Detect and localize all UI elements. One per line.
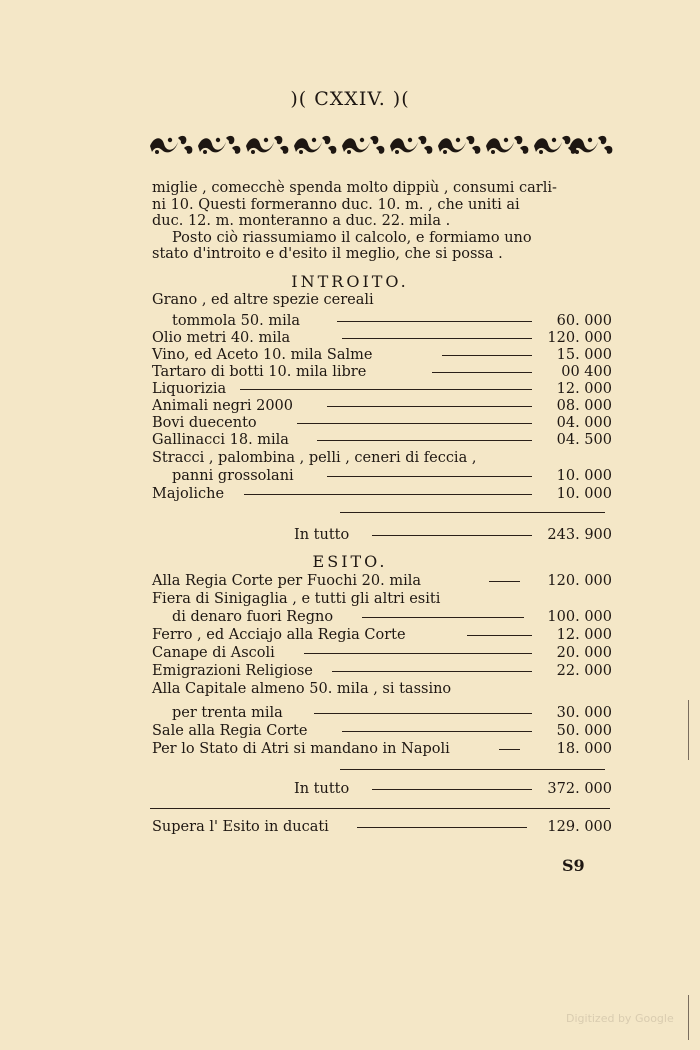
leader-rule — [442, 355, 532, 356]
ledger-entry — [152, 486, 612, 503]
paragraph-line: duc. 12. m. monteranno a duc. 22. mila . — [152, 213, 451, 229]
entry-value: 18. 000 — [556, 741, 612, 757]
leader-rule — [337, 321, 532, 322]
sum-rule — [340, 769, 605, 770]
leader-rule — [372, 535, 532, 536]
entry-value: 60. 000 — [556, 313, 612, 329]
entry-label: Bovi duecento — [152, 415, 257, 431]
entry-value: 00 400 — [561, 364, 612, 380]
leader-rule — [327, 406, 532, 407]
ledger-entry — [152, 347, 612, 364]
entry-label: Liquorizia — [152, 381, 227, 397]
total-value: 243. 900 — [547, 527, 612, 543]
ledger-entry — [152, 663, 612, 680]
fleuron-icon — [148, 132, 613, 158]
ledger-entry — [152, 432, 612, 449]
leader-rule — [317, 440, 532, 441]
leader-rule — [240, 389, 532, 390]
ledger-entry — [152, 364, 612, 381]
leader-rule — [304, 653, 532, 654]
ledger-entry — [152, 398, 612, 415]
leader-rule — [314, 713, 532, 714]
introito-line: Grano , ed altre spezie cereali — [152, 292, 374, 308]
leader-rule — [362, 617, 524, 618]
entry-label: Vino, ed Aceto 10. mila Salme — [152, 347, 373, 363]
paragraph-line: stato d'introito e d'esito il meglio, che si possa . — [152, 246, 503, 262]
entry-label: Majoliche — [152, 486, 225, 502]
ledger-entry — [152, 381, 612, 398]
page-edge — [688, 700, 689, 760]
leader-rule — [327, 476, 532, 477]
leader-rule — [297, 423, 532, 424]
esito-heading: ESITO. — [312, 552, 388, 571]
introito-heading: INTROITO. — [291, 272, 409, 291]
entry-label: Tartaro di botti 10. mila libre — [152, 364, 367, 380]
paragraph-line: ni 10. Questi formeranno duc. 10. m. , che uniti ai — [152, 196, 520, 213]
entry-label: Ferro , ed Acciajo alla Regia Corte — [152, 627, 406, 643]
entry-value: 20. 000 — [556, 645, 612, 661]
esito-line: Fiera di Sinigaglia , e tutti gli altri esiti — [152, 591, 441, 607]
leader-rule — [499, 749, 520, 750]
entry-label: Alla Regia Corte per Fuochi 20. mila — [152, 573, 422, 589]
entry-value: 04. 500 — [556, 432, 612, 448]
ledger-entry — [152, 415, 612, 432]
entry-value: 100. 000 — [547, 609, 612, 625]
watermark: Digitized by Google — [566, 1012, 674, 1025]
entry-value: 04. 000 — [556, 415, 612, 431]
entry-value: 08. 000 — [556, 398, 612, 414]
total-value: 372. 000 — [547, 781, 612, 797]
leader-rule — [432, 372, 532, 373]
ledger-entry — [152, 627, 612, 644]
paragraph-line: Posto ciò riassumiamo il calcolo, e formiamo uno — [172, 229, 532, 246]
catchword: S9 — [562, 856, 585, 875]
leader-rule — [357, 827, 527, 828]
page-edge — [688, 995, 689, 1040]
balance-label: Supera l' Esito in ducati — [152, 819, 329, 835]
separator-rule — [150, 808, 610, 809]
entry-value: 120. 000 — [547, 573, 612, 589]
ledger-entry — [152, 609, 612, 626]
entry-value: 30. 000 — [556, 705, 612, 721]
leader-rule — [342, 731, 532, 732]
entry-value: 10. 000 — [556, 468, 612, 484]
leader-rule — [467, 635, 532, 636]
entry-value: 15. 000 — [556, 347, 612, 363]
entry-label: Emigrazioni Religiose — [152, 663, 313, 679]
entry-value: 22. 000 — [556, 663, 612, 679]
ledger-entry — [152, 313, 612, 330]
ornament-band — [148, 132, 613, 158]
entry-value: 12. 000 — [556, 627, 612, 643]
entry-label: Gallinacci 18. mila — [152, 432, 289, 448]
page-header: )( CXXIV. )( — [290, 88, 410, 110]
entry-label: Per lo Stato di Atri si mandano in Napoli — [152, 741, 450, 757]
balance-value: 129. 000 — [547, 819, 612, 835]
entry-value: 10. 000 — [556, 486, 612, 502]
balance-entry — [152, 819, 612, 836]
ledger-entry — [152, 573, 612, 590]
paragraph-line: miglie , comecchè spenda molto dippiù , consumi carli- — [152, 180, 557, 196]
entry-label: Olio metri 40. mila — [152, 330, 291, 346]
leader-rule — [332, 671, 532, 672]
esito-line: Alla Capitale almeno 50. mila , si tassino — [152, 681, 452, 697]
entry-label: tommola 50. mila — [172, 313, 301, 329]
leader-rule — [489, 581, 520, 582]
entry-value: 50. 000 — [556, 723, 612, 739]
ledger-entry — [152, 330, 612, 347]
ledger-entry — [152, 705, 612, 722]
entry-value: 120. 000 — [547, 330, 612, 346]
entry-label: Sale alla Regia Corte — [152, 723, 308, 739]
ledger-entry — [152, 468, 612, 485]
entry-label: per trenta mila — [172, 705, 283, 721]
entry-label: di denaro fuori Regno — [172, 609, 334, 625]
leader-rule — [244, 494, 532, 495]
entry-label: Canape di Ascoli — [152, 645, 275, 661]
leader-rule — [372, 789, 532, 790]
sum-rule — [340, 512, 605, 513]
total-label: In tutto — [294, 527, 350, 543]
esito-total — [152, 781, 612, 798]
entry-value: 12. 000 — [556, 381, 612, 397]
ledger-entry — [152, 741, 612, 758]
total-label: In tutto — [294, 781, 350, 797]
ledger-entry — [152, 723, 612, 740]
introito-total — [152, 527, 612, 544]
entry-label: panni grossolani — [172, 468, 294, 484]
leader-rule — [342, 338, 532, 339]
paragraph — [152, 180, 612, 263]
introito-line: Stracci , palombina , pelli , ceneri di feccia , — [152, 450, 477, 466]
ledger-entry — [152, 645, 612, 662]
entry-label: Animali negri 2000 — [152, 398, 294, 414]
